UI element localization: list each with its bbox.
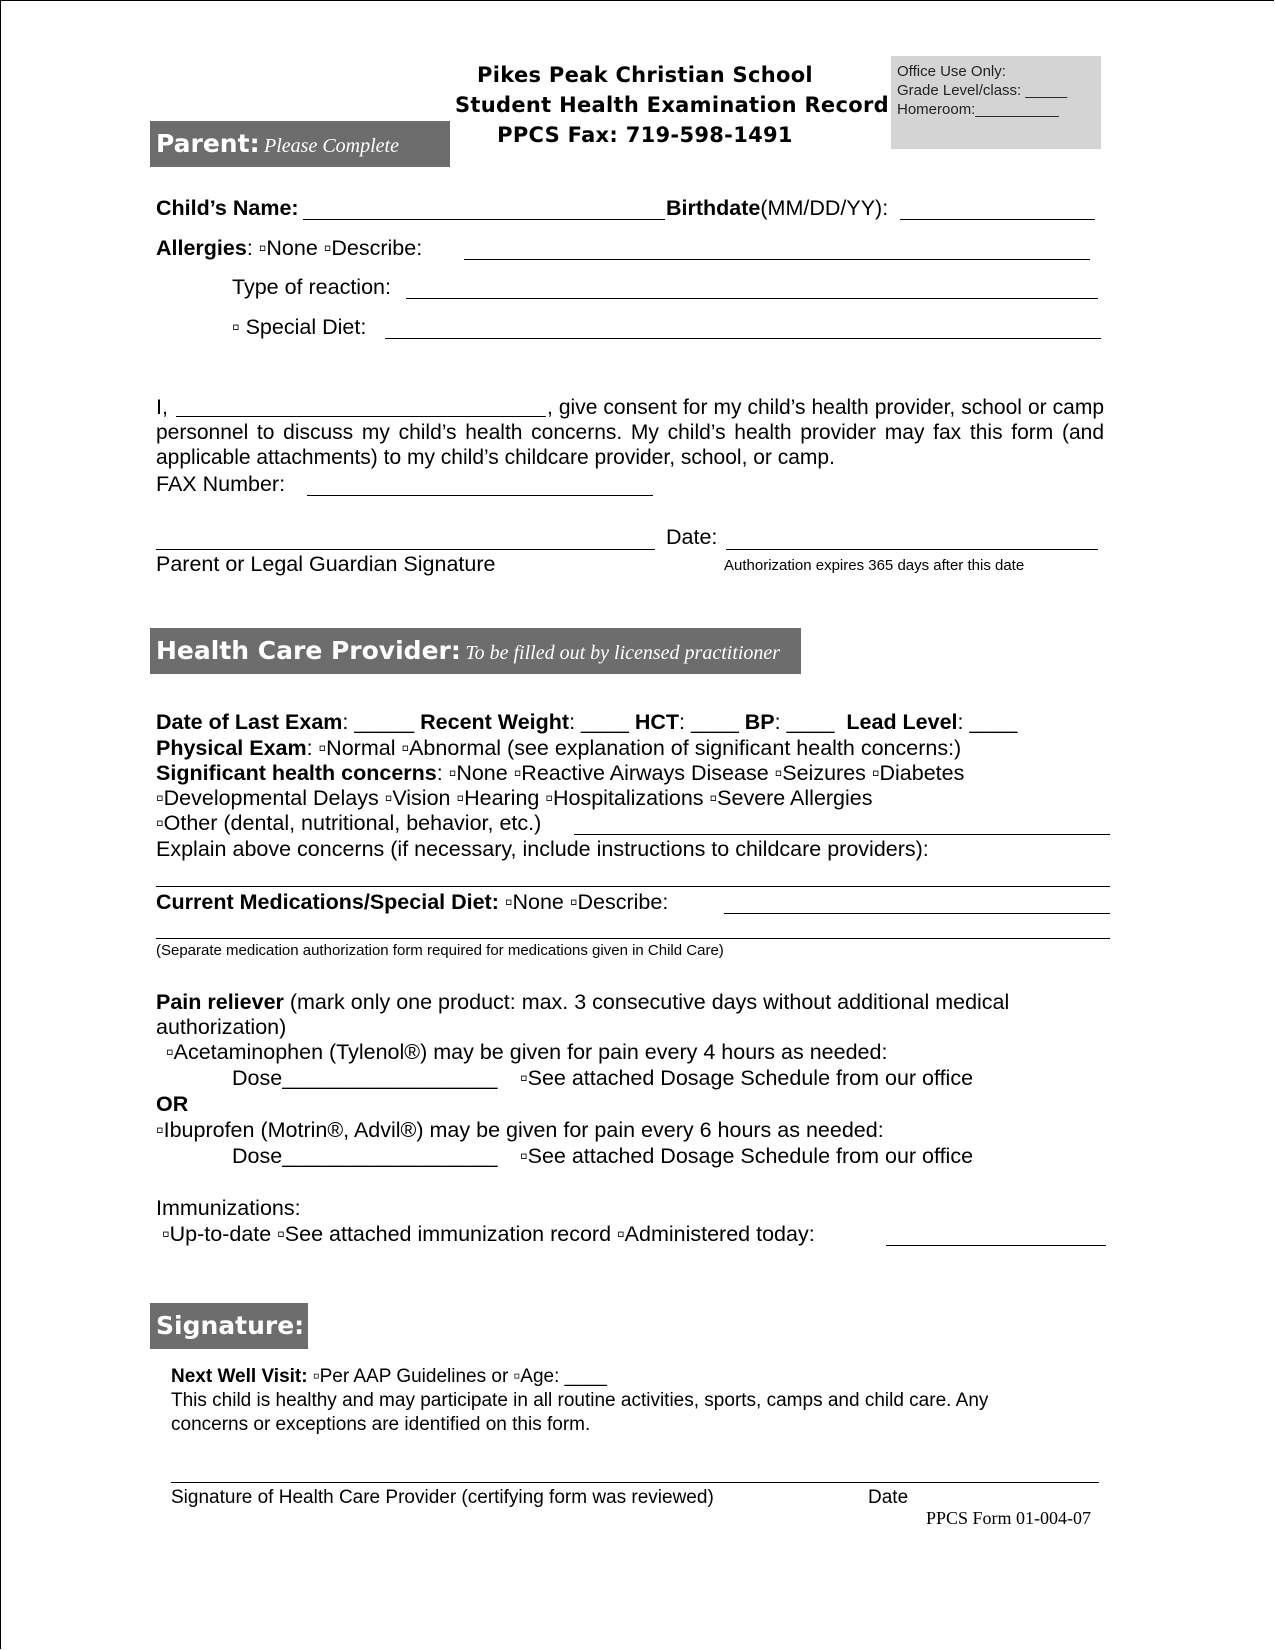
pain-reliever-label: Pain reliever <box>156 990 284 1014</box>
immunizations-label: Immunizations: <box>156 1196 301 1220</box>
consent-start: I, <box>156 395 168 419</box>
office-use-title: Office Use Only: <box>897 63 1006 80</box>
bp-field[interactable]: : ____ <box>774 710 835 734</box>
healthy-statement: This child is healthy and may participate in all routine activities, sports, camps and child care. Any <box>171 1390 989 1411</box>
birthdate-field[interactable] <box>900 219 1095 220</box>
provider-section-subtitle: To be filled out by licensed practitioner <box>465 642 781 664</box>
parent-title-colon: : <box>249 129 260 158</box>
next-well-visit-label: Next Well Visit: <box>171 1366 308 1387</box>
physical-exam-row <box>156 736 961 761</box>
lead-label: Lead Level <box>846 710 958 734</box>
consent-text: , give consent for my child’s health provider, school or camp personnel to discuss my child’s health concerns. My child’s health provider may fax this form (and applicable attachments) to my child’s childcare provider, school, or camp. <box>156 396 1104 469</box>
explain-concerns-field[interactable] <box>156 886 1110 887</box>
child-name-label: Child’s Name: <box>156 196 299 220</box>
signature-section-bar <box>150 1303 308 1349</box>
concerns-other-field[interactable] <box>574 834 1110 835</box>
next-well-visit-options[interactable]: ▫Per AAP Guidelines or ▫Age: ____ <box>307 1366 607 1387</box>
special-diet-field[interactable] <box>385 338 1101 339</box>
parent-section-bar <box>150 121 450 167</box>
bp-label: BP <box>744 710 775 734</box>
pain-reliever-instructions-2: authorization) <box>156 1015 287 1039</box>
explain-concerns-label: Explain above concerns (if necessary, include instructions to childcare providers): <box>156 837 929 861</box>
physical-exam-options[interactable]: : ▫Normal ▫Abnormal (see explanation of significant health concerns:) <box>306 736 962 760</box>
concerns-options-line2[interactable]: ▫Developmental Delays ▫Vision ▫Hearing ▫Hospitalizations ▫Severe Allergies <box>156 786 873 810</box>
acetaminophen-option[interactable]: ▫Acetaminophen (Tylenol®) may be given for pain every 4 hours as needed: <box>166 1040 888 1064</box>
concerns-options[interactable]: : ▫None ▫Reactive Airways Disease ▫Seizures ▫Diabetes <box>436 761 965 785</box>
homeroom-field: Homeroom:__________ <box>897 101 1059 118</box>
physical-exam-label: Physical Exam <box>156 736 307 760</box>
parent-signature-label: Parent or Legal Guardian Signature <box>156 552 496 576</box>
form-number: PPCS Form 01-004-07 <box>926 1508 1092 1528</box>
office-use-box <box>891 56 1101 149</box>
concerns-label: Significant health concerns <box>156 761 437 785</box>
provider-signature-label: Signature of Health Care Provider (certifying form was reviewed) <box>171 1487 714 1508</box>
special-diet-label[interactable]: ▫ Special Diet: <box>232 315 367 339</box>
birthdate-label <box>666 196 888 221</box>
next-well-visit-row <box>171 1366 607 1388</box>
medication-form-note: (Separate medication authorization form required for medications given in Child Care) <box>156 942 724 959</box>
medications-options[interactable]: ▫None ▫Describe: <box>498 890 669 914</box>
form-title: Student Health Examination Record <box>455 93 889 117</box>
birthdate-label-text: Birthdate <box>666 196 761 220</box>
provider-section-bar <box>150 628 801 674</box>
provider-date-label: Date <box>868 1487 909 1508</box>
provider-section-title: Health Care Provider <box>156 636 451 665</box>
or-label: OR <box>156 1092 189 1116</box>
medications-row <box>156 890 668 915</box>
ibuprofen-option[interactable]: ▫Ibuprofen (Motrin®, Advil®) may be given for pain every 6 hours as needed: <box>156 1118 884 1142</box>
child-name-field[interactable] <box>303 219 665 220</box>
reaction-field[interactable] <box>406 298 1098 299</box>
grade-level-field: Grade Level/class: _____ <box>897 82 1068 99</box>
provider-signature-field[interactable] <box>171 1482 1099 1483</box>
fax-number: PPCS Fax: 719-598-1491 <box>497 123 793 147</box>
parent-signature-field[interactable] <box>156 549 655 550</box>
medications-label: Current Medications/Special Diet: <box>156 890 499 914</box>
pain-reliever-row <box>156 990 1009 1015</box>
school-name: Pikes Peak Christian School <box>477 63 813 87</box>
weight-label: Recent Weight <box>420 710 570 734</box>
concerns-row <box>156 761 964 786</box>
fax-number-field[interactable] <box>307 495 653 496</box>
lead-field[interactable]: : ____ <box>957 710 1018 734</box>
signature-section-title: Signature: <box>156 1311 305 1340</box>
provider-title-colon: : <box>450 636 461 665</box>
medications-describe-field[interactable] <box>724 913 1110 914</box>
medications-describe-field-2[interactable] <box>156 938 1110 939</box>
administered-today-field[interactable] <box>886 1245 1106 1246</box>
authorization-expiry-note: Authorization expires 365 days after this date <box>724 557 1025 574</box>
parent-section-subtitle: Please Complete <box>264 135 399 157</box>
reaction-label: Type of reaction: <box>232 275 391 299</box>
allergies-label: Allergies <box>156 236 247 260</box>
ibuprofen-dose-field[interactable]: Dose__________________ <box>232 1144 498 1168</box>
last-exam-field[interactable]: : _____ <box>342 710 415 734</box>
pain-reliever-instructions: (mark only one product: max. 3 consecutive days without additional medical <box>283 990 1010 1014</box>
concerns-other[interactable]: ▫Other (dental, nutritional, behavior, etc.) <box>156 811 542 835</box>
parent-section-title: Parent <box>156 129 250 158</box>
acetaminophen-dose-field[interactable]: Dose__________________ <box>232 1066 498 1090</box>
weight-field[interactable]: : ____ <box>569 710 629 734</box>
exam-vitals-row <box>156 710 1017 735</box>
birthdate-format: (MM/DD/YY): <box>760 196 889 220</box>
acetaminophen-schedule-option[interactable]: ▫See attached Dosage Schedule from our office <box>520 1066 974 1090</box>
allergies-options[interactable]: : ▫None ▫Describe: <box>246 236 423 260</box>
last-exam-label: Date of Last Exam <box>156 710 343 734</box>
ibuprofen-schedule-option[interactable]: ▫See attached Dosage Schedule from our office <box>520 1144 974 1168</box>
fax-label: FAX Number: <box>156 472 286 496</box>
hct-field[interactable]: : ____ <box>679 710 739 734</box>
allergies-row <box>156 236 422 261</box>
hct-label: HCT <box>634 710 680 734</box>
parent-date-label: Date: <box>666 525 718 549</box>
parent-date-field[interactable] <box>726 549 1098 550</box>
healthy-statement-2: concerns or exceptions are identified on this form. <box>171 1414 591 1435</box>
allergies-describe-field[interactable] <box>464 259 1090 260</box>
immunizations-options[interactable]: ▫Up-to-date ▫See attached immunization record ▫Administered today: <box>162 1222 815 1246</box>
